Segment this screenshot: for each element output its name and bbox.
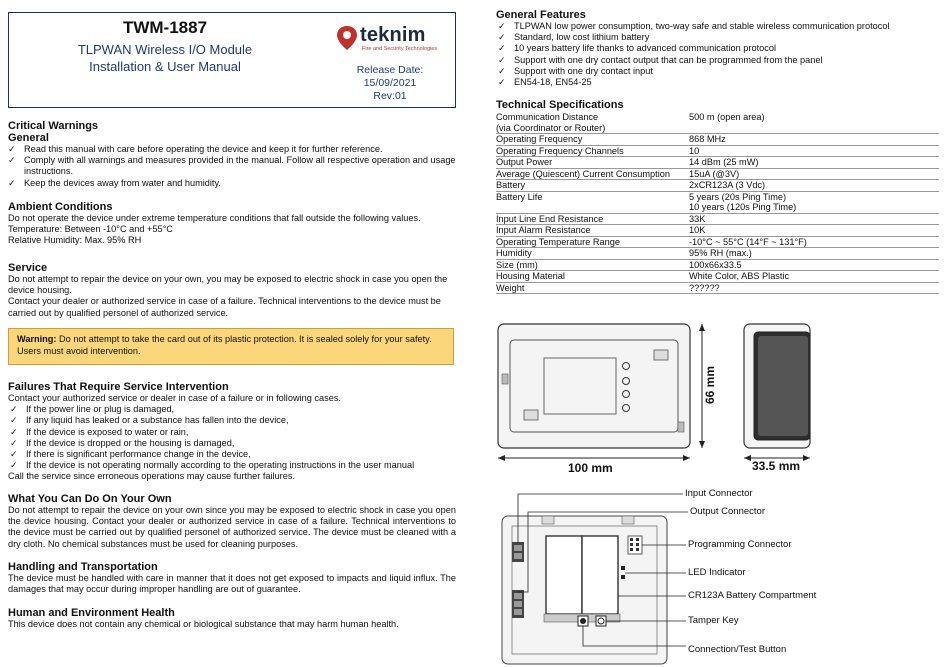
spec-value-text: 868 MHz [689,134,726,144]
general-list [8,144,456,189]
failures-outro: Call the service since erroneous operations may cause further failures. [8,471,295,482]
spec-value-text-2: 10 years (120s Ping Time) [689,202,797,212]
list-item: ✓ If any liquid has leaked or a substance has fallen into the device, [10,415,456,426]
service-paragraph: Contact your dealer or authorized service in case of a failure. Technical interventions to the device must be carried out by qualified personel of authorized service. [8,296,441,318]
list-item: ✓ Support with one dry contact input [498,66,944,77]
label-battery-compartment: CR123A Battery Compartment [688,590,817,601]
spec-value-text: 14 dBm (25 mW) [689,157,759,167]
handling-section [8,561,456,595]
width-dimension: 100 mm [568,461,613,475]
subtitle-line-2: Installation & User Manual [89,59,241,74]
spec-value-text: 95% RH (max.) [689,248,752,258]
spec-key-text: Input Line End Resistance [496,213,604,224]
list-item: ✓ If the power line or plug is damaged, [10,404,456,415]
spec-key [496,248,689,260]
spec-row [496,157,939,169]
ambient-section [8,201,456,247]
service-section [8,262,456,319]
spec-row [496,134,939,146]
list-item: ✓ Read this manual with care before operating the device and keep it for further reference. [8,144,456,155]
spec-value [689,236,939,248]
spec-key [496,282,689,294]
failures-title: Failures That Require Service Intervention [8,381,229,393]
list-item: ✓ If the device is dropped or the housing is damaged, [10,438,456,449]
warning-label: Warning: [17,334,57,344]
spec-value [689,225,939,237]
spec-value [689,168,939,180]
spec-key-text: Weight [496,282,525,293]
list-item: ✓ If the device is exposed to water or rain, [10,427,456,438]
spec-value [689,145,939,157]
label-output-connector: Output Connector [690,506,765,517]
spec-key-text: Size (mm) [496,259,538,270]
list-item: ✓ Comply with all warnings and measures provided in the manual. Follow all respective operation and usage instructions. [8,155,456,177]
spec-key-text: Battery Life [496,191,543,202]
spec-value [689,191,939,213]
spec-value-text: White Color, ABS Plastic [689,271,790,281]
spec-value [689,248,939,260]
spec-key-text: Housing Material [496,271,565,281]
spec-value-text: -10°C ~ 55°C (14°F ~ 131°F) [689,236,807,247]
ambient-title: Ambient Conditions [8,201,113,213]
spec-row [496,236,939,248]
spec-value [689,112,939,134]
what-you-can-do-section [8,493,456,550]
spec-key [496,225,689,237]
spec-value-text: 500 m (open area) [689,112,765,122]
label-led-indicator: LED Indicator [688,567,746,578]
list-item: ✓ TLPWAN low power consumption, two-way safe and stable wireless communication protocol [498,21,944,32]
features-list [498,21,944,88]
spec-key [496,191,689,213]
what-you-can-do-text: Do not attempt to repair the device on your own since you may be exposed to electric shock in case you open the device housing. Contact your dealer or authorized service in case of a failure. Technical interventions to the device must be carried out by qualified personel of authorized service. The device must be cleaned with a dry cloth. No chemical substances must be used for cleaning purposes. [8,505,456,549]
ambient-line: Relative Humidity: Max. 95% RH [8,235,142,246]
health-title: Human and Environment Health [8,607,175,619]
spec-value-text: 5 years (20s Ping Time) [689,191,787,202]
spec-key-text: Output Power [496,157,553,167]
spec-value-text: 15uA (@3V) [689,168,740,179]
spec-key-text: Battery [496,180,526,190]
depth-dimension: 33.5 mm [752,459,801,473]
label-programming-connector: Programming Connector [688,539,792,550]
critical-warnings-section [8,120,456,189]
spec-row [496,248,939,260]
spec-row [496,271,939,283]
spec-key [496,271,689,283]
spec-key [496,259,689,271]
failures-list [10,404,456,471]
general-title: General [8,132,49,144]
handling-text: The device must be handled with care in manner that it does not get exposed to impacts and liquid influx. The damages that may occur during improper handling are out of guarantee. [8,573,456,595]
specs-title: Technical Specifications [496,99,624,111]
health-section [8,607,456,630]
health-text: This device does not contain any chemical or biological substance that may harm human health. [8,619,399,629]
service-title: Service [8,262,48,274]
features-section [496,9,944,88]
spec-row [496,259,939,271]
list-item: ✓ Keep the devices away from water and humidity. [8,178,456,189]
spec-key [496,213,689,225]
specs-section [496,99,944,294]
dimension-drawing [496,318,816,478]
what-you-can-do-title: What You Can Do On Your Own [8,493,172,505]
specs-table [496,112,939,294]
spec-value-text: 10K [689,225,706,235]
spec-row [496,180,939,192]
spec-row [496,145,939,157]
subtitle-line-1: TLPWAN Wireless I/O Module [77,42,253,57]
spec-row [496,225,939,237]
spec-key [496,168,689,180]
brand-name: teknim [360,24,426,46]
spec-key [496,180,689,192]
list-item: ✓ If the device is not operating normally according to the operating instructions in the user manual [10,460,456,471]
service-paragraph: Do not attempt to repair the device on your own, you may be exposed to electric shock in case you open the device housing. [8,274,448,296]
label-input-connector: Input Connector [685,488,753,499]
spec-key-text: Humidity [496,248,532,258]
spec-key-text: Communication Distance [496,112,599,122]
spec-key-text: Operating Temperature Range [496,236,620,247]
spec-value-text: 10 [689,145,700,156]
spec-value-text: 33K [689,213,706,224]
spec-row [496,112,939,134]
revision: Rev:01 [373,90,407,102]
spec-value [689,213,939,225]
spec-key-text: Operating Frequency [496,134,583,144]
handling-title: Handling and Transportation [8,561,158,573]
warning-text: Do not attempt to take the card out of its plastic protection. It is sealed solely for your safety. Users must avoid intervention. [17,334,432,356]
spec-value-text: ?????? [689,282,720,293]
spec-key [496,145,689,157]
spec-value [689,157,939,169]
spec-value [689,134,939,146]
spec-key [496,134,689,146]
spec-row [496,191,939,213]
release-info [330,64,450,103]
spec-row [496,282,939,294]
list-item: ✓ EN54-18, EN54-25 [498,77,944,88]
spec-row [496,168,939,180]
spec-value-text: 2xCR123A (3 Vdc) [689,180,766,190]
features-title: General Features [496,9,586,21]
spec-value-text: 100x66x33.5 [689,259,742,270]
spec-key-text: Input Alarm Resistance [496,225,591,235]
list-item: ✓ If there is significant performance change in the device, [10,449,456,460]
label-connection-button: Connection/Test Button [688,644,787,655]
spec-key [496,157,689,169]
release-date: Release Date: 15/09/2021 [356,64,424,89]
spec-key-text: Operating Frequency Channels [496,145,624,156]
height-dimension: 66 mm [703,365,718,405]
list-item: ✓ 10 years battery life thanks to advanced communication protocol [498,43,944,54]
failures-intro: Contact your authorized service or dealer in case of a failure or in following cases. [8,393,341,403]
spec-value [689,271,939,283]
spec-value [689,180,939,192]
ambient-line: Do not operate the device under extreme temperature conditions that fall outside the following values. [8,213,421,223]
warning-box [8,328,454,365]
spec-key [496,236,689,248]
label-tamper-key: Tamper Key [688,615,739,626]
failures-section [8,381,456,483]
spec-key-text: Average (Quiescent) Current Consumption [496,168,670,179]
teknim-logo-icon [336,25,358,51]
brand-tagline: Fire and Security Technologies [362,46,438,52]
model-title: TWM-1887 [122,18,208,37]
spec-key [496,112,689,134]
list-item: ✓ Standard, low cost lithium battery [498,32,944,43]
ambient-line: Temperature: Between -10°C and +55°C [8,224,173,235]
spec-row [496,213,939,225]
spec-key-text-2: (via Coordinator or Router) [496,122,606,133]
spec-value [689,259,939,271]
critical-warnings-title: Critical Warnings [8,120,99,132]
list-item: ✓ Support with one dry contact output that can be programmed from the panel [498,55,944,66]
spec-value [689,282,939,294]
